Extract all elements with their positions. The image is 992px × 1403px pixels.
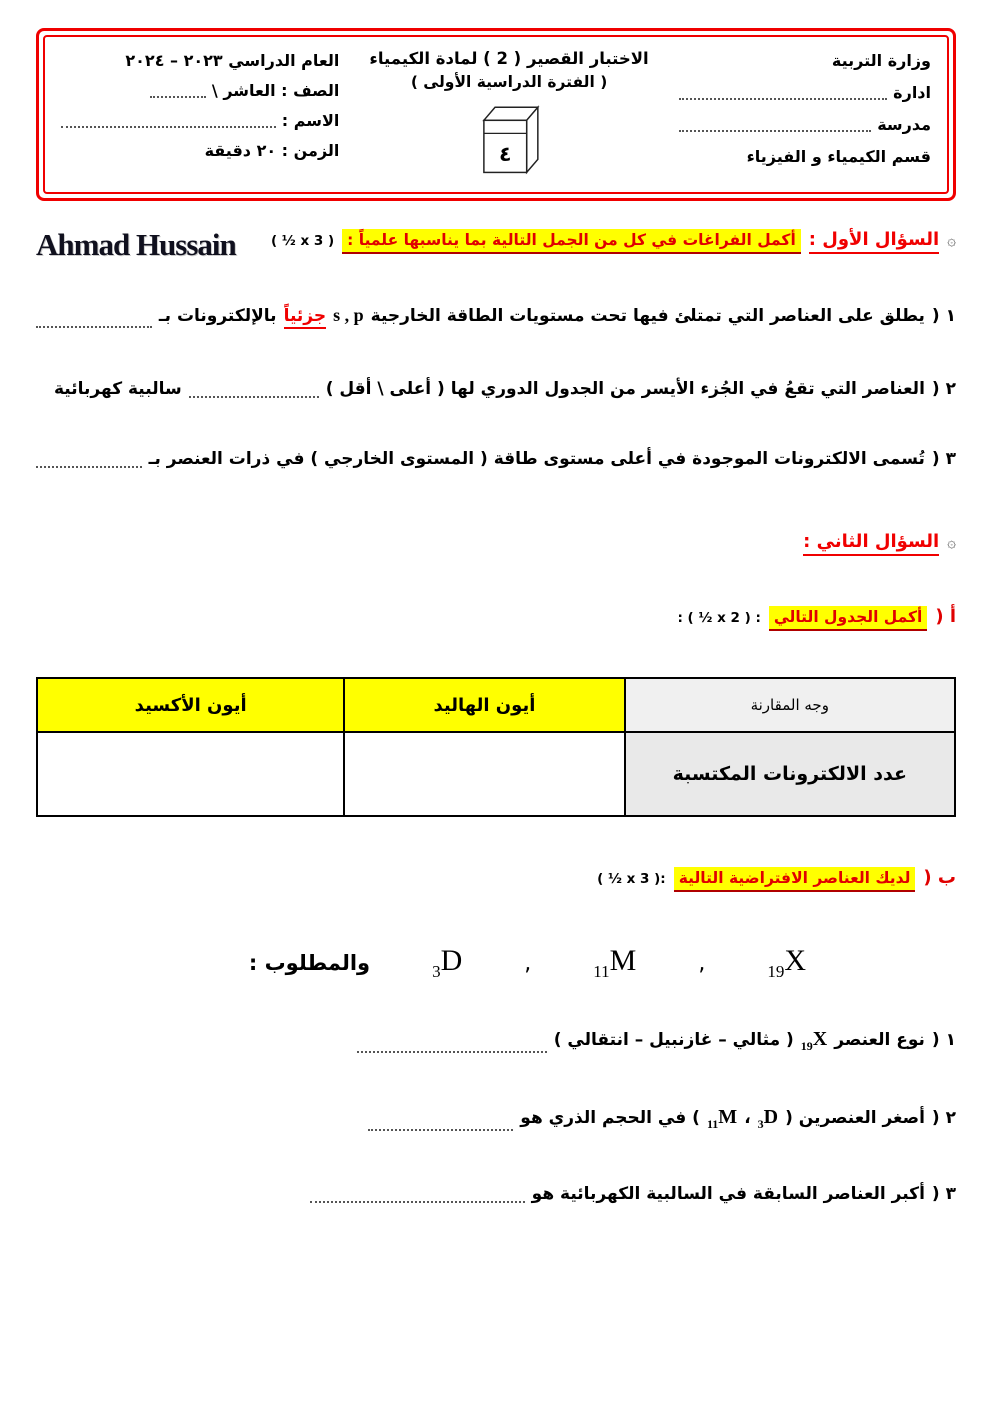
element-symbol-x (767, 944, 806, 982)
answer-blank (36, 315, 152, 328)
table-answer-row (37, 732, 955, 816)
grade-line (61, 81, 339, 100)
element-letter: M (718, 1106, 738, 1128)
compare-header-cell: وجه المقارنة (625, 678, 955, 732)
study-period: ( الفترة الدراسية الأولى ) (410, 73, 608, 91)
item-text: سالبية كهربائية (54, 379, 182, 399)
ornament-icon: ۞ (947, 231, 956, 249)
comparison-table (36, 677, 956, 817)
administration-blank (679, 88, 887, 100)
exam-title: الاختبار القصير ( 2 ) لمادة الكيمياء (369, 49, 649, 68)
element-letter: M (609, 944, 637, 977)
q2b-item-3 (36, 1184, 956, 1204)
item-text: أكبر العناصر السابقة في السالبية الكهربائية هو (531, 1184, 925, 1204)
electrons-row-label-cell: عدد الالكترونات المكتسبة (625, 732, 955, 816)
part-b-instruction: لديك العناصر الافتراضية التالية (674, 867, 916, 892)
q1-item-3 (36, 449, 956, 469)
element-subscript: 19 (800, 1039, 813, 1053)
element-letter: D (763, 1106, 779, 1128)
question1-instruction: أكمل الفراغات في كل من الجمل التالية بما يناسبها علمياً : (342, 229, 801, 254)
item-text: يطلق على العناصر التي تمتلئ فيها تحت مستويات الطاقة الخارجية (370, 306, 925, 326)
element-subscript: 3 (432, 962, 441, 981)
element-subscript: 3 (757, 1117, 764, 1131)
element-symbol-d (432, 944, 462, 982)
item-text: ) في الحجم الذري هو (520, 1108, 700, 1128)
question1-title: السؤال الأول : (809, 229, 939, 254)
q1-item-1 (36, 305, 956, 329)
department-line (679, 147, 931, 166)
academic-year: العام الدراسي ٢٠٢٣ – ٢٠٢٤ (125, 51, 340, 70)
element-symbol-d (758, 1106, 778, 1132)
element-symbol-m (593, 944, 636, 982)
item-number: ٣ ( (931, 1184, 956, 1204)
item-text: أصغر العنصرين ( (785, 1108, 925, 1128)
question1-items (36, 305, 956, 469)
item-text: ( مثالي – غازنبيل – انتقالي ) (553, 1030, 794, 1050)
grade-box-number: ٤ (499, 142, 512, 167)
item-number: ١ ( (931, 1030, 956, 1050)
ornament-icon: ۞ (947, 533, 956, 551)
element-letter: D (440, 944, 463, 977)
question2-heading (36, 523, 956, 556)
grade-cube-icon (467, 98, 551, 182)
grade-label: الصف : العاشر \ (211, 81, 340, 100)
header-center-column (339, 49, 678, 182)
comma-separator: , (698, 951, 706, 976)
answer-blank (310, 1190, 525, 1203)
q2b-item-1 (36, 1028, 956, 1054)
item-number: ١ ( (931, 306, 956, 326)
halide-answer-cell (344, 732, 624, 816)
part-a-instruction: أكمل الجدول التالي (769, 606, 927, 631)
school-label: مدرسة (877, 115, 931, 134)
item-text: تُسمى الالكترونات الموجودة في أعلى مستوى طاقة ( المستوى الخارجي ) في ذرات العنصر بـ (148, 449, 925, 469)
administration-line (679, 83, 931, 102)
given-elements-line (36, 944, 956, 982)
name-line (61, 111, 339, 130)
header-right-column (679, 49, 931, 182)
element-subscript: 19 (767, 962, 785, 981)
grade-blank (150, 86, 206, 98)
exam-header-inner (43, 35, 949, 194)
element-letter: X (784, 944, 806, 977)
header-left-column (61, 49, 339, 182)
administration-label: ادارة (893, 83, 931, 102)
emphasized-word: جزئياً (284, 306, 327, 329)
item-number: ٢ ( (931, 1108, 956, 1128)
time-label: الزمن : ٢٠ دقيقة (204, 141, 340, 160)
oxide-answer-cell (37, 732, 344, 816)
question1-heading (271, 221, 956, 254)
school-line (679, 115, 931, 134)
time-line (61, 141, 339, 160)
question2-title: السؤال الثاني : (803, 531, 939, 556)
answer-blank (368, 1118, 513, 1131)
part-b-marker: ب ( (923, 867, 956, 888)
part-b-heading (36, 867, 956, 892)
q1-item-2 (36, 379, 956, 399)
school-blank (679, 120, 872, 132)
oxide-header-cell: أيون الأكسيد (37, 678, 344, 732)
part-a-heading (36, 606, 956, 631)
item-text: نوع العنصر (834, 1030, 925, 1050)
q2b-item-2 (36, 1106, 956, 1132)
halide-header-cell: أيون الهاليد (344, 678, 624, 732)
department-name: قسم الكيمياء و الفيزياء (746, 147, 931, 166)
element-subscript: 11 (593, 962, 610, 981)
item-number: ٣ ( (931, 449, 956, 469)
item-text: العناصر التي تقعُ في الجُزء الأيسر من الجدول الدوري لها ( أعلى \ أقل ) (325, 379, 925, 399)
part-a-marker: أ ( (935, 606, 956, 627)
question1-marks: ( ½ x 3 ) (270, 233, 335, 249)
element-subscript: 11 (706, 1117, 719, 1131)
part-b-marks: ( ½ x 3 ): (597, 871, 666, 887)
name-label: الاسم : (281, 111, 340, 130)
item-number: ٢ ( (931, 379, 956, 399)
exam-header (36, 28, 956, 201)
element-symbol-m (707, 1106, 737, 1132)
watermark-signature: Ahmad Hussain (36, 227, 236, 262)
answer-blank (357, 1040, 547, 1053)
orbital-formula: s , p (333, 305, 364, 325)
required-label: والمطلوب : (248, 951, 371, 975)
comma-separator: , (524, 951, 532, 976)
item-text: بالإلكترونات بـ (158, 306, 277, 326)
name-blank (61, 116, 276, 128)
element-letter: X (812, 1028, 828, 1050)
table-header-row (37, 678, 955, 732)
element-symbol-x (801, 1028, 827, 1054)
academic-year-line (61, 51, 339, 70)
question2b-items (36, 1028, 956, 1204)
question1-row (36, 221, 956, 263)
part-a-marks: : ( ½ x 2 ) : (677, 610, 761, 626)
ministry-name: وزارة التربية (831, 51, 931, 70)
answer-blank (189, 385, 319, 398)
answer-blank (36, 455, 142, 468)
arabic-comma: ، (744, 1108, 751, 1128)
ministry-line (679, 51, 931, 70)
